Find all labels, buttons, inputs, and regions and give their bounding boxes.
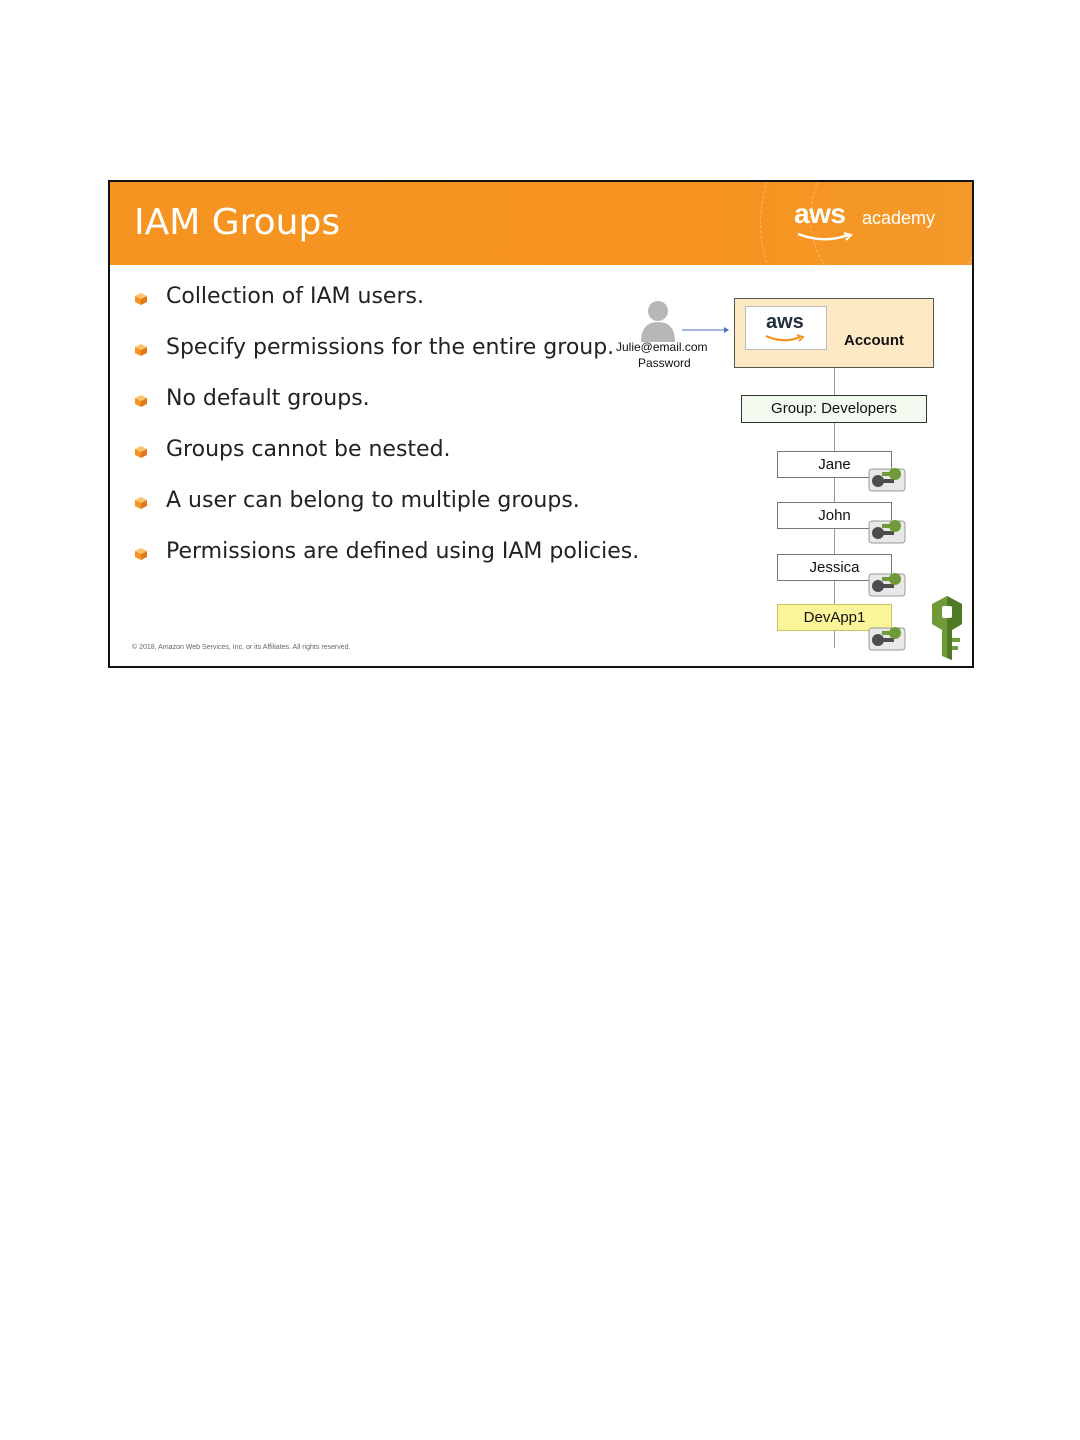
slide-header: [110, 182, 972, 265]
bullet-cube-icon: [134, 445, 148, 459]
member-node-devapp1: DevApp1: [777, 604, 892, 631]
copyright-notice: © 2018, Amazon Web Services, Inc. or its Affiliates. All rights reserved.: [132, 644, 351, 651]
brand-aws-text: aws: [794, 198, 846, 229]
access-key-icon: [868, 622, 906, 652]
slide: [108, 180, 974, 668]
slide-title: IAM Groups: [134, 202, 341, 243]
arrow-right-icon: [682, 326, 730, 334]
aws-logo-box: [745, 306, 827, 350]
account-label: Account: [844, 332, 904, 349]
bullet-cube-icon: [134, 547, 148, 561]
account-box: [734, 298, 934, 368]
brand-academy-text: academy: [862, 208, 936, 228]
bullet-cube-icon: [134, 496, 148, 510]
bullet-text: No default groups.: [166, 386, 370, 411]
member-node-john: John: [777, 502, 892, 529]
member-node-jane: Jane: [777, 451, 892, 478]
access-key-icon: [868, 568, 906, 598]
bullet-cube-icon: [134, 343, 148, 357]
aws-logo-icon: aws: [766, 311, 804, 333]
bullet-text: Collection of IAM users.: [166, 284, 424, 309]
user-silhouette-icon: [639, 300, 677, 342]
bullet-text: Groups cannot be nested.: [166, 437, 451, 462]
iam-key-icon: [928, 594, 966, 662]
member-node-jessica: Jessica: [777, 554, 892, 581]
access-key-icon: [868, 515, 906, 545]
bullet-text: Specify permissions for the entire group.: [166, 335, 615, 360]
aws-smile-icon: [796, 232, 856, 242]
access-key-icon: [868, 463, 906, 493]
user-email-label: Julie@email.com: [616, 340, 708, 354]
bullet-text: Permissions are defined using IAM policies.: [166, 539, 640, 564]
aws-smile-icon: [764, 334, 808, 343]
aws-academy-logo: [794, 198, 954, 244]
group-node: Group: Developers: [741, 395, 927, 423]
bullet-cube-icon: [134, 394, 148, 408]
bullet-cube-icon: [134, 292, 148, 306]
user-password-label: Password: [638, 356, 691, 370]
bullet-text: A user can belong to multiple groups.: [166, 488, 580, 513]
